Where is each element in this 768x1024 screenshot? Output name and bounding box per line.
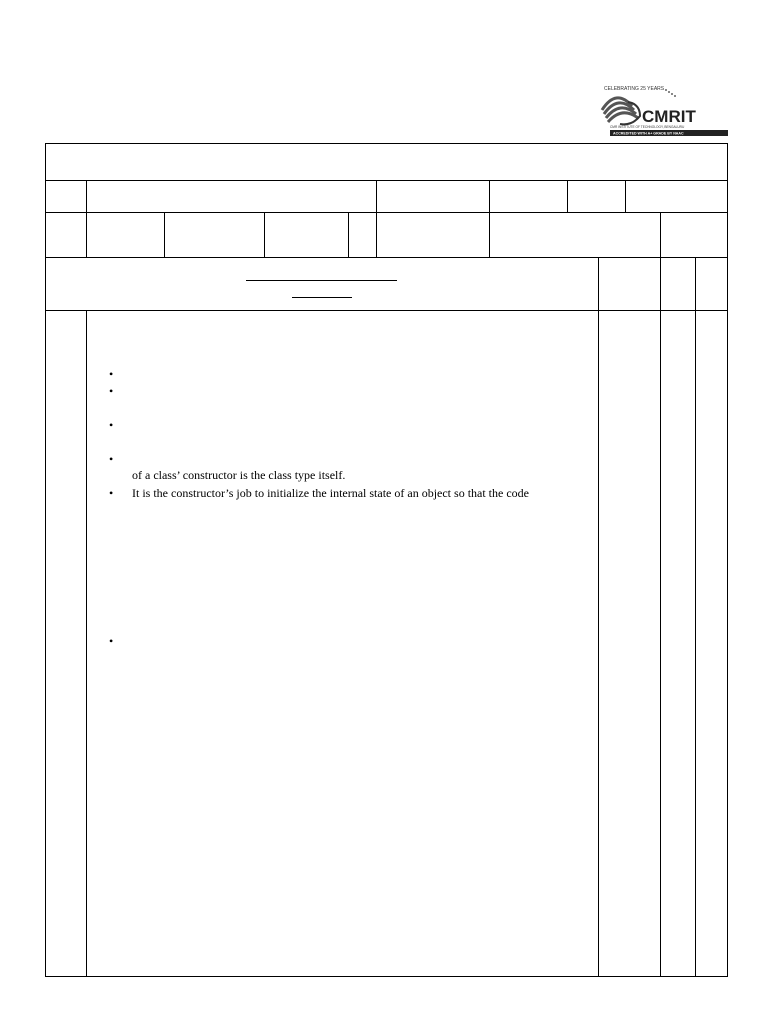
bullet: •	[109, 367, 114, 381]
table-rule	[489, 180, 490, 212]
table-rule	[348, 212, 349, 257]
table-rule	[45, 212, 728, 213]
body-text-line: It is the constructor’s job to initialize the internal state of an object so that the code	[132, 486, 529, 500]
form-table	[45, 143, 728, 977]
logo-accreditation: ACCREDITED WITH A+ GRADE BY NAAC	[613, 131, 684, 136]
logo-subtitle: CMR INSTITUTE OF TECHNOLOGY, BENGALURU	[610, 125, 685, 129]
table-rule	[598, 310, 599, 977]
table-rule	[625, 180, 626, 212]
table-rule	[86, 180, 87, 212]
table-rule	[660, 212, 661, 257]
logo-name: CMRIT	[642, 107, 696, 126]
table-rule	[489, 212, 490, 257]
table-rule	[660, 310, 661, 977]
table-rule	[86, 310, 87, 977]
table-rule	[264, 212, 265, 257]
logo-arc-text: CELEBRATING 25 YEARS	[604, 86, 665, 92]
body-text-line: of a class’ constructor is the class type itself.	[132, 468, 346, 482]
title-underline	[246, 280, 397, 281]
table-rule	[45, 310, 728, 311]
table-rule	[376, 212, 377, 257]
table-rule	[45, 257, 728, 258]
bullet: •	[109, 486, 114, 500]
table-rule	[695, 310, 696, 977]
bullet: •	[109, 418, 114, 432]
table-rule	[376, 180, 377, 212]
table-rule	[660, 257, 661, 310]
cmrit-logo	[596, 80, 730, 138]
table-rule	[695, 257, 696, 310]
table-rule	[86, 212, 87, 257]
table-rule	[598, 257, 599, 310]
bullet: •	[109, 634, 114, 648]
bullet: •	[109, 384, 114, 398]
table-rule	[164, 212, 165, 257]
table-rule	[567, 180, 568, 212]
subtitle-underline	[292, 297, 352, 298]
bullet: •	[109, 452, 114, 466]
